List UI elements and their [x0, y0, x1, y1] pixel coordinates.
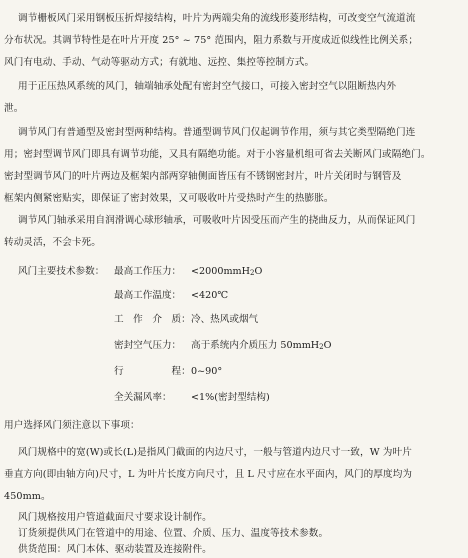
spec-value-max-temperature: <420℃ [191, 290, 229, 301]
spec-value-leakage: <1%(密封型结构) [191, 392, 270, 403]
paragraph-4-line-2: 转动灵活，不会卡死。 [4, 237, 101, 248]
paragraph-4-line-1: 调节风门轴承采用自润滑调心球形轴承，可吸收叶片因受压而产生的挠曲反力，从而保证风门 [18, 215, 416, 226]
notes-heading: 用户选择风门须注意以下事项： [4, 420, 140, 431]
paragraph-3-line-4: 框架内侧紧密贴实，即保证了密封效果，又可吸收叶片受热时产生的热膨胀。 [4, 193, 334, 204]
note-1-line-2: 垂直方向(即由轴方向)尺寸，L 为叶片长度方向尺寸，且 L 尺寸应在水平面内，风门的厚度均为 [4, 469, 413, 480]
spec-value-max-pressure: <2000mmH$_2$O [191, 266, 263, 277]
spec-value-seal-air-pressure: 高于系统内介质压力 50mmH$_2$O [191, 340, 332, 351]
spec-label-seal-air-pressure: 密封空气压力： [114, 340, 182, 351]
paragraph-2-line-2: 泄。 [4, 103, 24, 114]
spec-label-stroke: 行 程： [114, 366, 191, 377]
spec-label-max-pressure: 最高工作压力： [114, 266, 182, 277]
spec-value-medium: 冷、热风或烟气 [191, 314, 259, 325]
paragraph-1-line-1: 调节栅板风门采用钢板压折焊接结构，叶片为两端尖角的流线形菱形结构，可改变空气流道流 [18, 13, 416, 24]
specs-heading: 风门主要技术参数： [18, 266, 105, 277]
note-4: 供货范围：风门本体、驱动装置及连接附件。 [18, 544, 212, 555]
spec-value-stroke: 0~90° [191, 366, 223, 377]
paragraph-2-line-1: 用于正压热风系统的风门，轴端轴承处配有密封空气接口，可接入密封空气以阻断热内外 [18, 81, 397, 92]
note-2: 风门规格按用户管道截面尺寸要求设计制作。 [18, 512, 212, 523]
paragraph-3-line-3: 密封型调节风门的叶片两边及框架内部两穿轴侧面皆压有不锈钢密封片，叶片关闭时与钢管及 [4, 171, 402, 182]
paragraph-1-line-3: 风门有电动、手动、气动等驱动方式；有就地、远控、集控等控制方式。 [4, 57, 315, 68]
spec-label-medium: 工 作 介 质： [114, 314, 191, 325]
spec-label-leakage: 全关漏风率： [114, 392, 172, 403]
note-1-line-3: 450mm。 [4, 491, 51, 502]
note-3: 订货须提供风门在管道中的用途、位置、介质、压力、温度等技术参数。 [18, 528, 329, 539]
spec-label-max-temperature: 最高工作温度： [114, 290, 182, 301]
paragraph-3-line-1: 调节风门有普通型及密封型两种结构。普通型调节风门仅起调节作用，须与其它类型隔绝门连 [18, 127, 416, 138]
paragraph-1-line-2: 分布状况。其调节特性是在叶片开度 25° ~ 75° 范围内，阻力系数与开度成近似线性比例关系； [4, 35, 419, 46]
paragraph-3-line-2: 用；密封型调节风门即具有调节功能，又具有隔绝功能。对于小容量机组可省去关断风门或隔绝门。 [4, 149, 431, 160]
note-1-line-1: 风门规格中的宽(W)或长(L)是指风门截面的内边尺寸，一般与管道内边尺寸一致，W 为叶片 [18, 447, 412, 458]
